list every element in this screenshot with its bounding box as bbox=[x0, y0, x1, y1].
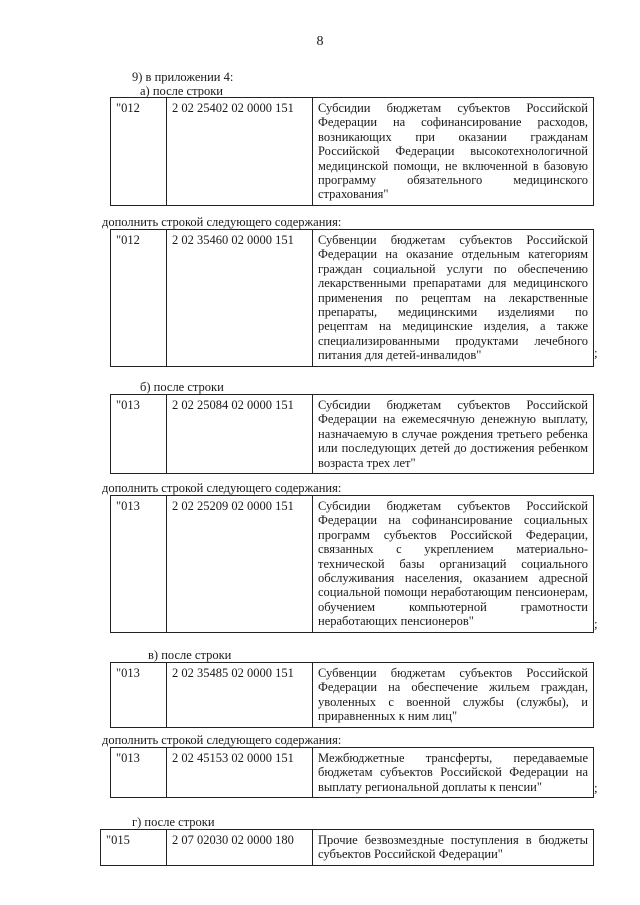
row-code: "012 bbox=[111, 98, 167, 206]
semicolon: ; bbox=[594, 345, 598, 360]
semicolon: ; bbox=[594, 780, 598, 795]
table-row bbox=[110, 747, 594, 798]
row-code: "013 bbox=[111, 663, 167, 728]
row-kbk: 2 02 35460 02 0000 151 bbox=[167, 230, 313, 367]
table-row bbox=[110, 495, 594, 633]
row-description: Субсидии бюджетам субъектов Российской Федерации на ежемесячную денежную выплату, назначаемую в случае рождения третьего ребенка или последующих детей до достижения ребенком возраста трех лет" bbox=[313, 395, 594, 474]
row-description: Субвенции бюджетам субъектов Российской Федерации на оказание отдельным категориям граждан социальной услуги по обеспечению лекарственными препаратами для медицинского применения по рецептам на лекарственные препараты, медицинскими изделиями по рецептам на медицинские изделия, а также специализированными продуктами лечебного питания для детей-инвалидов" bbox=[313, 230, 594, 367]
row-code: "012 bbox=[111, 230, 167, 367]
table-row bbox=[100, 829, 594, 866]
after-label-d: г) после строки bbox=[132, 815, 215, 829]
table-row bbox=[110, 662, 594, 728]
add-label-b: дополнить строкой следующего содержания: bbox=[102, 481, 342, 495]
page-number: 8 bbox=[316, 34, 324, 49]
after-label-b: б) после строки bbox=[140, 380, 224, 394]
after-label-c: в) после строки bbox=[148, 648, 232, 662]
row-code: "013 bbox=[111, 748, 167, 798]
row-kbk: 2 02 25402 02 0000 151 bbox=[167, 98, 313, 206]
row-description: Субвенции бюджетам субъектов Российской Федерации на обеспечение жильем граждан, уволенных с военной службы (службы), и приравненных к ним лиц" bbox=[313, 663, 594, 728]
row-description: Межбюджетные трансферты, передаваемые бюджетам субъектов Российской Федерации на выплату региональной доплаты к пенсии" bbox=[313, 748, 594, 798]
item-heading: 9) в приложении 4: bbox=[132, 70, 234, 84]
row-description: Субсидии бюджетам субъектов Российской Федерации на софинансирование социальных программ субъектов Российской Федерации, связанных с укреплением материально-технической базы организаций социального обслуживания населения, оказанием адресной социальной помощи неработающим пенсионерам, обучением компьютерной грамотности неработающих пенсионеров" bbox=[313, 496, 594, 633]
row-kbk: 2 02 25084 02 0000 151 bbox=[167, 395, 313, 474]
row-code: "013 bbox=[111, 395, 167, 474]
row-kbk: 2 02 35485 02 0000 151 bbox=[167, 663, 313, 728]
row-description: Прочие безвозмездные поступления в бюджеты субъектов Российской Федерации" bbox=[313, 830, 594, 866]
add-label-c: дополнить строкой следующего содержания: bbox=[102, 733, 342, 747]
table-row bbox=[110, 229, 594, 367]
row-description: Субсидии бюджетам субъектов Российской Федерации на софинансирование расходов, возникающих при оказании гражданам Российской Федерации высокотехнологичной медицинской помощи, не включенной в базовую программу обязательного медицинского страхования" bbox=[313, 98, 594, 206]
row-kbk: 2 07 02030 02 0000 180 bbox=[167, 830, 313, 866]
table-row bbox=[110, 394, 594, 474]
add-label-a: дополнить строкой следующего содержания: bbox=[102, 215, 342, 229]
row-kbk: 2 02 25209 02 0000 151 bbox=[167, 496, 313, 633]
semicolon: ; bbox=[594, 616, 598, 631]
table-row bbox=[110, 97, 594, 206]
row-code: "015 bbox=[101, 830, 167, 866]
row-kbk: 2 02 45153 02 0000 151 bbox=[167, 748, 313, 798]
row-code: "013 bbox=[111, 496, 167, 633]
after-label-a: а) после строки bbox=[140, 84, 223, 98]
